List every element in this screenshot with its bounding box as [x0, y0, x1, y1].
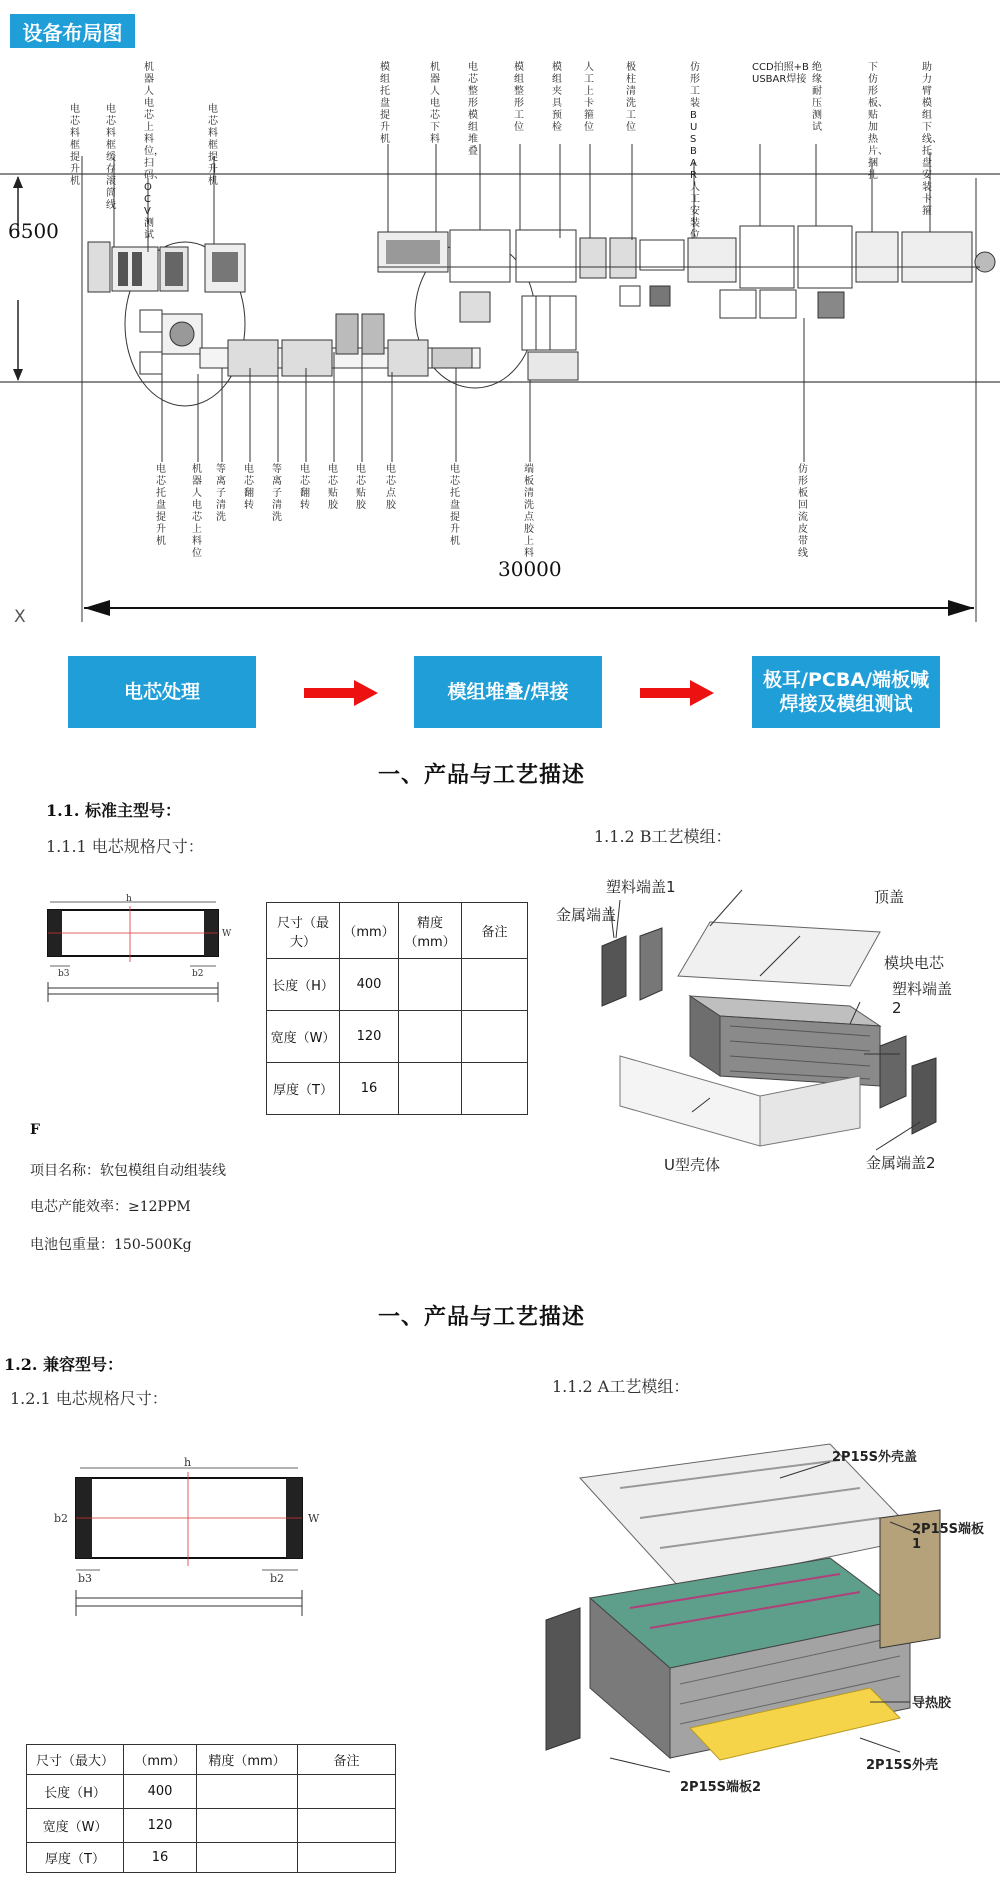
layout-label-bottom: 仿形板回流皮带线	[798, 464, 808, 559]
cell-dimension-drawing	[30, 892, 230, 1016]
section-2-cell-spec-heading: 1.2.1 电芯规格尺寸：	[10, 1389, 168, 1408]
equipment-layout-drawing	[0, 52, 1000, 632]
table-cell: 400	[124, 1775, 197, 1809]
table-cell: 16	[340, 1063, 399, 1115]
table-cell	[399, 1011, 462, 1063]
cell-b3-label: b3	[78, 1572, 93, 1585]
table-header: 精度（mm）	[197, 1745, 298, 1775]
table-header: 备注	[462, 903, 528, 959]
callout-thermal-glue: 导热胶	[912, 1696, 952, 1711]
section-1-cell-spec-heading: 1.1.1 电芯规格尺寸：	[46, 837, 204, 856]
section-tag: 设备布局图	[10, 14, 135, 48]
arrow-icon	[640, 680, 714, 710]
layout-label-top: 机器人电芯上料位，扫码、OCV测试	[144, 62, 164, 241]
cell-b2-label: b2	[192, 969, 204, 979]
callout-outer-shell: 2P15S外壳	[866, 1758, 939, 1773]
callout-top-cover: 顶盖	[874, 888, 905, 906]
callout-end-plate1: 2P15S端板1	[912, 1522, 985, 1552]
layout-label-bottom: 端板清洗点胶上料	[524, 464, 534, 559]
table-cell	[197, 1809, 298, 1843]
table-cell	[399, 1063, 462, 1115]
table-header: （mm）	[340, 903, 399, 959]
callout-module-cell: 模块电芯	[884, 954, 945, 972]
callout-plastic-cap2: 塑料端盖2	[892, 980, 953, 1017]
layout-label-top: 仿形工装BUSBAR人工安装位	[690, 62, 700, 241]
layout-label-bottom: 电芯翻转	[300, 464, 310, 511]
table-cell	[462, 959, 528, 1011]
layout-label-top: 机器人电芯下料	[430, 62, 440, 145]
letter-f: F	[30, 1122, 40, 1138]
table-cell: 长度（H）	[27, 1775, 124, 1809]
process-step-3: 极耳/PCBA/端板喊焊接及模组测试	[752, 656, 940, 728]
arrow-icon	[304, 680, 378, 710]
cell-spec-table	[26, 1744, 396, 1873]
layout-label-bottom: 电芯点胶	[386, 464, 396, 511]
table-cell	[462, 1063, 528, 1115]
process-step-1: 电芯处理	[68, 656, 256, 728]
layout-label-top: 绝缘耐压测试	[812, 62, 822, 133]
layout-label-top: 电芯整形模组堆叠	[468, 62, 478, 157]
layout-label-top: 电芯料框缓存滚筒线	[106, 104, 116, 211]
table-cell: 400	[340, 959, 399, 1011]
table-cell	[399, 959, 462, 1011]
layout-label-top: 模组托盘提升机	[380, 62, 390, 145]
layout-label-top: 电芯料框提升机	[208, 104, 218, 187]
cell-w-label: W	[308, 1512, 320, 1525]
layout-label-bottom: 电芯托盘提升机	[156, 464, 166, 547]
layout-label-bottom: 等离子清洗	[272, 464, 282, 523]
table-cell: 宽度（W）	[267, 1011, 340, 1063]
dim-width-label: 30000	[498, 557, 562, 581]
table-cell	[298, 1843, 396, 1873]
table-cell: 16	[124, 1843, 197, 1873]
layout-label-top: 助力臂模组下线、托盘安装卡箍	[922, 62, 942, 217]
layout-label-top: 模组整形工位	[514, 62, 524, 133]
section-1-model-heading: 1.1. 标准主型号：	[46, 801, 181, 820]
module-a-exploded-view	[540, 1438, 990, 1798]
table-cell	[298, 1809, 396, 1843]
table-header: 尺寸（最大）	[27, 1745, 124, 1775]
layout-label-top: CCD拍照+BUSBAR焊接	[752, 62, 809, 85]
callout-metal-cap2: 金属端盖2	[866, 1154, 936, 1172]
table-header: 备注	[298, 1745, 396, 1775]
table-cell: 长度（H）	[267, 959, 340, 1011]
callout-metal-cap: 金属端盖	[556, 906, 617, 924]
section-1-title: 一、产品与工艺描述	[378, 763, 586, 788]
callout-u-shell: U型壳体	[664, 1156, 720, 1174]
axis-mark: X	[14, 607, 26, 627]
callout-end-plate2: 2P15S端板2	[680, 1780, 762, 1795]
table-cell: 宽度（W）	[27, 1809, 124, 1843]
section-2-module-heading: 1.1.2 A工艺模组：	[552, 1377, 690, 1396]
layout-label-bottom: 等离子清洗	[216, 464, 226, 523]
table-cell	[197, 1775, 298, 1809]
layout-label-top: 人工上卡箍位	[584, 62, 594, 133]
table-cell	[197, 1843, 298, 1873]
table-cell	[462, 1011, 528, 1063]
callout-outer-cover: 2P15S外壳盖	[832, 1450, 918, 1465]
table-header: 精度（mm）	[399, 903, 462, 959]
project-name: 项目名称：软包模组自动组装线	[30, 1163, 226, 1179]
cell-efficiency: 电芯产能效率：≥12PPM	[30, 1199, 191, 1215]
layout-label-bottom: 电芯翻转	[244, 464, 254, 511]
pack-weight: 电池包重量：150-500Kg	[30, 1237, 192, 1253]
cell-h-label: h	[126, 894, 132, 904]
layout-label-bottom: 机器人电芯上料位	[192, 464, 202, 559]
layout-label-bottom: 电芯贴胶	[328, 464, 338, 511]
table-header: 尺寸（最大）	[267, 903, 340, 959]
cell-spec-table	[266, 902, 528, 1115]
table-header: （mm）	[124, 1745, 197, 1775]
layout-label-bottom: 电芯贴胶	[356, 464, 366, 511]
layout-label-top: 极柱清洗工位	[626, 62, 636, 133]
cell-w-label: W	[222, 929, 232, 939]
table-cell: 120	[124, 1809, 197, 1843]
cell-b3-label: b3	[58, 969, 70, 979]
cell-h-label: h	[184, 1456, 192, 1469]
layout-label-top: 电芯料框提升机	[70, 104, 80, 187]
process-step-2: 模组堆叠/焊接	[414, 656, 602, 728]
section-2-model-heading: 1.2. 兼容型号：	[4, 1355, 123, 1374]
dim-height-label: 6500	[8, 219, 59, 243]
layout-label-top: 模组夹具预检	[552, 62, 562, 133]
section-1-module-heading: 1.1.2 B工艺模组：	[594, 827, 732, 846]
module-b-exploded-view	[556, 876, 960, 1176]
cell-dimension-drawing	[50, 1456, 330, 1640]
cell-b2-label: b2	[270, 1572, 285, 1585]
table-cell	[298, 1775, 396, 1809]
cell-b2-left-label: b2	[54, 1512, 69, 1525]
layout-label-top: 下仿形板、贴加热片、捆扎	[868, 62, 888, 181]
table-cell: 厚度（T）	[27, 1843, 124, 1873]
table-cell: 厚度（T）	[267, 1063, 340, 1115]
table-cell: 120	[340, 1011, 399, 1063]
layout-label-bottom: 电芯托盘提升机	[450, 464, 460, 547]
callout-plastic-cap1: 塑料端盖1	[606, 878, 676, 896]
section-2-title: 一、产品与工艺描述	[378, 1305, 586, 1330]
